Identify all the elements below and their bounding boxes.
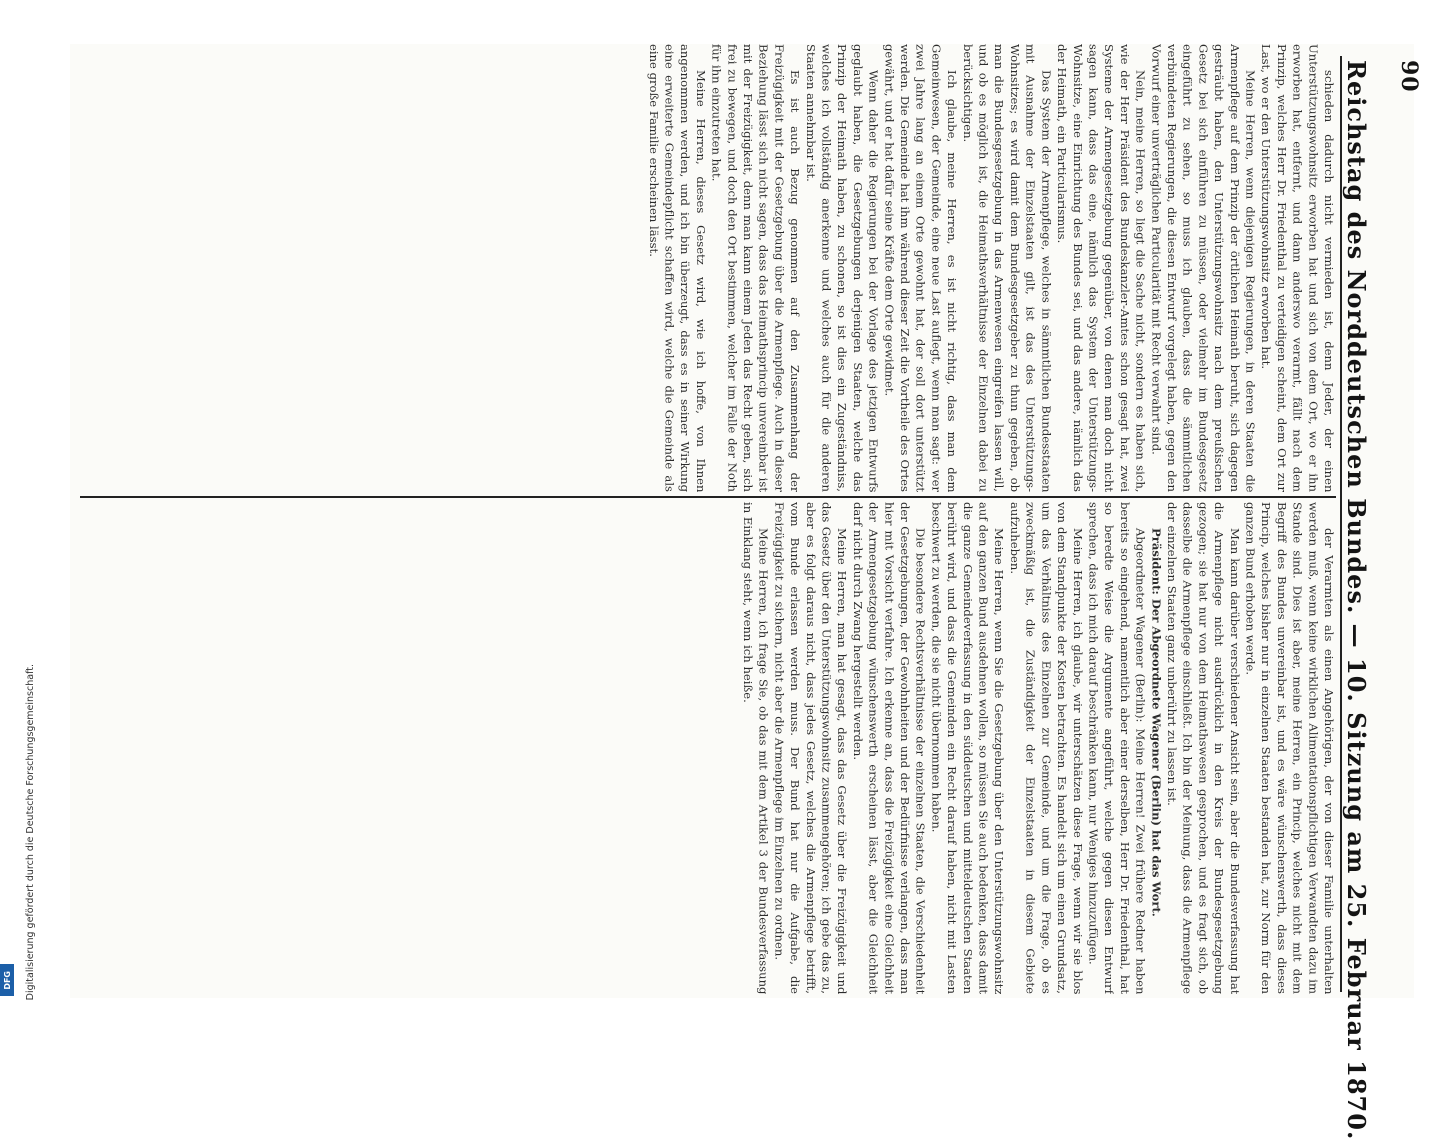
- text-column-right: [84, 502, 1336, 994]
- paragraph: Meine Herren, dieses Gesetz wird, wie ich hoffe, von Ihnen angenommen werden, und ich bin überzeugt, dass es in seiner Wirkung eine erweiterte Gemeindepflicht schaffen wird, welche die Gemeinde als eine große Familie erscheinen lässt.: [646, 44, 708, 492]
- dfg-logo: [0, 964, 14, 996]
- paragraph: Meine Herren, ich glaube, wir unterschätzen diese Frage, wenn wir sie blos von dem Standpunkte der Kosten betrachten. Es handelt sich um einen Grundsatz, um das Verhältniss des Einzelnen zur Gemeinde, und um die Frage, ob es zweckmäßig ist, die Zuständigkeit der Einzelstaaten in diesem Gebiete aufzuheben.: [1007, 502, 1085, 994]
- column-divider: [80, 496, 1336, 498]
- paragraph: schieden dadurch nicht vermieden ist, denn Jeder, der einen Unterstützungswohnsitz erworben hat und sich von dem Ort, wo er ihn erworben hat, entfernt, und dann anderswo verarmt, fällt nach dem Prinzip, welches Herr Dr. Friedenthal zu verteidigen scheint, dem Ort zur Last, wo er den Unterstützungswohnsitz erworben hat.: [1259, 44, 1336, 492]
- paragraph: der Verarmten als einen Angehörigen, der von dieser Familie unterhalten werden muß, wenn keine wirklichen Alimentationspflichtigen Verwandten dazu im Stande sind. Dies ist aber, meine Herren, ein Princip, welches nicht mit dem Begriff des Bundes unvereinbar ist, und es wäre wünschenswerth, dass dieses Princip, welches bisher nur in einzelnen Staaten bestanden hat, zur Norm für den ganzen Bund erhoben werde.: [1243, 502, 1336, 994]
- paragraph: Wenn daher die Regierungen bei der Vorlage des jetzigen Entwurfs geglaubt haben, die Gesetzgebungen derjenigen Staaten, welche das Prinzip der Heimath haben, zu schonen, so ist dies ein Zugeständniss, welches ich vollständig anerkenne und welches auch für die anderen Staaten annehmbar ist.: [803, 44, 881, 492]
- paragraph: Man kann darüber verschiedener Ansicht sein, aber die Bundesverfassung hat die Armenpflege nicht ausdrücklich in den Kreis der Bundesgesetzgebung gezogen; sie hat nur von dem Heimathswesen gesprochen, und es fragt sich, ob dasselbe die Armenpflege einschließt. Ich bin der Meinung, dass die Armenpflege der einzelnen Staaten ganz unberührt zu lassen ist.: [1164, 502, 1242, 994]
- paragraph: Nein, meine Herren, so liegt die Sache nicht, sondern es haben sich, wie der Herr Präsident des Bundeskanzler-Amtes schon gesagt hat, zwei Systeme der Armengesetzgebung gegenüber, von denen man doch nicht sagen kann, dass das eine, nämlich das System der Unterstützungs-Wohnsitze, eine Einrichtung des Bundes sei, und das andere, nämlich das der Heimath, ein Particularismus.: [1055, 44, 1148, 492]
- paragraph: Abgeordneter Wagener (Berlin): Meine Herren! Zwei frühere Redner haben bereits so eingehend, namentlich aber einer derselben, Herr Dr. Friedenthal, hat so beredte Weise die Argumente angeführt, welche gegen diesen Entwurf sprechen, dass ich mich darauf beschränken kann, nur Weniges hinzuzufügen.: [1086, 502, 1148, 994]
- credit-text: Digitalisierung gefördert durch die Deutsche Forschungsgemeinschaft.: [24, 663, 36, 1000]
- running-header: Reichstag des Norddeutschen Bundes. — 10. Sitzung am 25. Februar 1870.: [1342, 60, 1371, 1140]
- scanned-page: [70, 44, 1422, 1140]
- paragraph: Das System der Armenpflege, welches in sämmtlichen Bundesstaaten mit Ausnahme der Einzelstaaten gilt, ist das des Unterstützungs-Wohnsitzes; es wird damit dem Bundesgesetzgeber zu thun gegeben, ob man die Bundesgesetzgebung in das Armenwesen eingreifen lassen will, und ob es möglich ist, die Heimathsverhältnisse der Einzelnen dabei zu berücksichtigen.: [960, 44, 1054, 492]
- paragraph: Meine Herren, man hat gesagt, dass das Gesetz über die Freizügigkeit und das Gesetz über den Unterstützungswohnsitz zusammengehören; ich gebe das zu, aber es folgt daraus nicht, dass jedes Gesetz, welches die Armenpflege betrifft, vom Bunde erlassen werden muss. Der Bund hat nur die Aufgabe, die Freizügigkeit zu sichern, nicht aber die Armenpflege im Einzelnen zu ordnen.: [772, 502, 850, 994]
- paragraph: Meine Herren, ich frage Sie, ob das mit dem Artikel 3 der Bundesverfassung in Einklang steht, wenn ich heiße.: [740, 502, 771, 994]
- paragraph: Es ist auch Bezug genommen auf den Zusammenhang der Freizügigkeit mit der Gesetzgebung über die Armenpflege. Auch in dieser Beziehung lässt sich nicht sagen, dass das Heimathsprincip unvereinbar ist mit der Freizügigkeit, denn man kann einem Jeden das Recht geben, sich frei zu bewegen, und doch den Ort bestimmen, welcher im Falle der Noth für ihn einzutreten hat.: [709, 44, 803, 492]
- speaker-line: Präsident: Der Abgeordnete Wagener (Berlin) hat das Wort.: [1149, 527, 1164, 917]
- page-number: 90: [1396, 60, 1422, 93]
- paragraph: Die besondere Rechtsverhältnisse der einzelnen Staaten, die Verschiedenheit der Gesetzgebungen, der Gewohnheiten und der Bedürfnisse verlangen, dass man hier mit Vorsicht verfahre. Ich erkenne an, dass die Freizügigkeit eine Gleichheit der Armengesetzgebung wünschenswerth erscheinen lässt, aber die Gleichheit darf nicht durch Zwang hergestellt werden.: [850, 502, 928, 994]
- text-column-left: [84, 44, 1336, 492]
- paragraph: Meine Herren, wenn Sie die Gesetzgebung über den Unterstützungswohnsitz auf den ganzen Bund ausdehnen wollen, so müssen Sie auch bedenken, dass damit die ganze Gemeindeverfassung in den süddeutschen und mitteldeutschen Staaten berührt wird, und dass die Gemeinden ein Recht darauf haben, nicht mit Lasten beschwert zu werden, die sie nicht übernommen haben.: [929, 502, 1007, 994]
- dfg-logo-text: DFG: [2, 970, 12, 990]
- paragraph: Ich glaube, meine Herren, es ist nicht richtig, dass man dem Gemeinwesen, der Gemeinde, eine neue Last auflegt, wenn man sagt: wer zwei Jahre lang an einem Orte gewohnt hat, der soll dort unterstützt werden. Die Gemeinde hat ihm während dieser Zeit die Vortheile des Ortes gewährt, und er hat dafür seine Kräfte dem Orte gewidmet.: [882, 44, 960, 492]
- digitization-credit: [0, 600, 60, 1000]
- paragraph: Meine Herren, wenn diejenigen Regierungen, in deren Staaten die Armenpflege auf dem Prinzip der örtlichen Heimath beruht, sich dagegen gesträubt haben, den Unterstützungswohnsitz nach dem preußischen Gesetz bei sich einführen zu müssen, oder vielmehr im Bundesgesetz eingeführt zu sehen, so muss ich glauben, dass die sämmtlichen verbündeten Regierungen, die diesen Entwurf vorgelegt haben, gegen den Vorwurf einer unverträglichen Particularität mit Recht verwahrt sind.: [1149, 44, 1258, 492]
- page-header: [1342, 60, 1422, 1140]
